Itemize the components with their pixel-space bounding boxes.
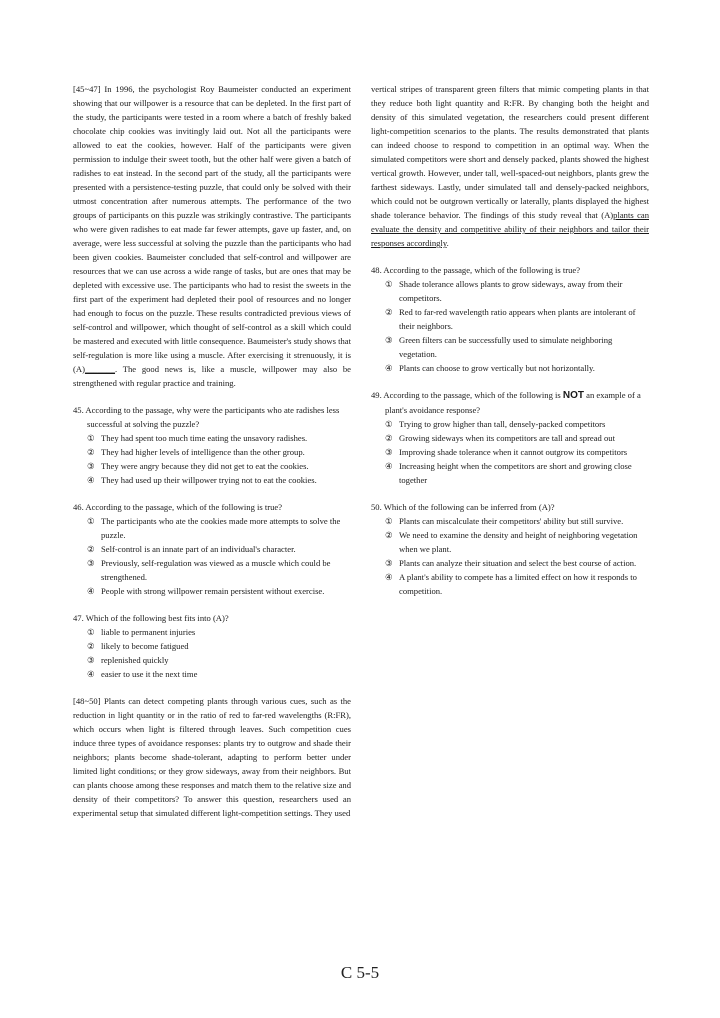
option-text: Plants can analyze their situation and select the best course of action. [399, 558, 637, 568]
question-46-option-4[interactable] [87, 584, 351, 598]
question-47-option-3[interactable] [87, 653, 351, 667]
passage-45-47-text: [45~47] In 1996, the psychologist Roy Baumeister conducted an experiment showing that our willpower is a resource that can be depleted. In the first part of the study, the participants were tested in a room where a batch of freshly baked chocolate chip cookies was invitingly laid out. Not all the participants were allowed to eat the cookies, however. Half of the participants were given permission to indulge their sweet tooth, but the other half were given a batch of radishes to eat instead. In the second part of the study, all the participants were presented with a persistence-testing puzzle, that could only be solved with their utmost concentration after numerous attempts. The performance of the two groups of participants on this puzzle was strikingly contrastive. The participants who were given radishes to eat made far fewer attempts, gave up faster, and, on average, were less successful at solving the puzzle than the participants who had been given cookies. Baumeister concluded that self-control and willpower are resources that we can use across a wide range of tasks, but are ones that may be depleted with excessive use. The participants who had to resist the sweets in the first part of the experiment had depleted their pool of resources and no longer had enough to focus on the puzzle. These results contradicted previous views of self-control and willpower, which thought of self-control as a skill which could be mastered and executed with little consequence. Baumeister's study shows that self-regulation is more like using a muscle. After exercising it strenuously, it is (A) [73, 84, 351, 374]
option-text: They had spent too much time eating the unsavory radishes. [101, 433, 308, 443]
option-text: Red to far-red wavelength ratio appears when plants are intolerant of their neighbors. [399, 307, 636, 331]
option-mark: ① [87, 516, 95, 526]
option-mark: ④ [385, 572, 393, 582]
option-text: Green filters can be successfully used to simulate neighboring vegetation. [399, 335, 613, 359]
passage-48-50: [48~50] Plants can detect competing plants through various cues, such as the reduction in light quantity or in the ratio of red to far-red wavelengths (R:FR), which occurs when light is filtered through leaves. Such competition cues induce three types of avoidance responses: plants try to outgrow and shade their neighbors; plants become shade-tolerant, adapting to perform better under limited light conditions; or they grow sideways, away from their neighbors. But can plants choose among these responses and match them to the relative size and density of their competitors? To answer this question, researchers used an experimental setup that simulated different light-competition settings. They used [73, 696, 352, 818]
option-mark: ② [385, 433, 393, 443]
option-text: Shade tolerance allows plants to grow sideways, away from their competitors. [399, 279, 623, 303]
option-mark: ② [385, 307, 393, 317]
question-45-option-2[interactable] [87, 445, 351, 459]
question-50 [371, 500, 649, 598]
question-48-stem: 48. According to the passage, which of the following is true? [371, 265, 581, 275]
option-mark: ③ [385, 335, 393, 345]
question-49-option-1[interactable] [385, 417, 649, 431]
option-mark: ① [385, 419, 393, 429]
question-47-option-4[interactable] [87, 667, 351, 681]
option-text: A plant's ability to compete has a limited effect on how it responds to competition. [399, 572, 637, 596]
option-text: They had used up their willpower trying not to eat the cookies. [101, 475, 317, 485]
option-text: liable to permanent injuries [101, 627, 196, 637]
passage-45-47-tail: . The good news is, like a muscle, willpower may also be strengthened with regular practice and training. [73, 364, 351, 388]
passage-continued-tail: . [446, 238, 449, 248]
right-column [371, 82, 649, 598]
option-mark: ④ [87, 586, 95, 596]
question-45-option-1[interactable] [87, 431, 351, 445]
option-mark: ③ [87, 558, 95, 568]
option-text: Plants can miscalculate their competitors' ability but still survive. [399, 516, 624, 526]
page-number: C 5-5 [340, 963, 380, 982]
option-text: The participants who ate the cookies made more attempts to solve the puzzle. [101, 516, 341, 540]
option-text: People with strong willpower remain persistent without exercise. [101, 586, 325, 596]
passage-48-50-continued [371, 82, 649, 250]
option-text: easier to use it the next time [101, 669, 198, 679]
option-mark: ② [385, 530, 393, 540]
passage-45-47 [73, 82, 351, 390]
question-46-option-2[interactable] [87, 542, 351, 556]
question-47-option-2[interactable] [87, 639, 351, 653]
passage-continued-text: vertical stripes of transparent green filters that mimic competing plants in that they reduce both light quantity and R:FR. By changing both the height and density of this simulated vegetation, the researchers could present different light-competition scenarios to the plants. The results demonstrated that plants can indeed choose to respond to competition in an optimal way. When the simulated competitors were short and densely packed, plants showed the highest vertical growth. However, under tall, well-spaced-out neighbors, plants grew the farthest sideways. Lastly, under simulated tall and densely-packed neighbors, which could not be outgrown vertically or laterally, plants displayed the highest shade tolerance behavior. The findings of this study reveal that (A) [371, 84, 649, 220]
question-46-option-1[interactable] [87, 514, 351, 542]
question-47-option-1[interactable] [87, 625, 351, 639]
option-text: They were angry because they did not get to eat the cookies. [101, 461, 309, 471]
option-text: They had higher levels of intelligence than the other group. [101, 447, 305, 457]
question-48-option-2[interactable] [385, 305, 649, 333]
option-text: We need to examine the density and height of neighboring vegetation when we plant. [399, 530, 638, 554]
question-50-option-3[interactable] [385, 556, 649, 570]
question-49-stem [371, 388, 649, 417]
stem-text: an example of a plant's avoidance response? [385, 390, 641, 415]
option-text: Previously, self-regulation was viewed as a muscle which could be strengthened. [101, 558, 331, 582]
option-text: Plants can choose to grow vertically but not horizontally. [399, 363, 595, 373]
option-text: likely to become fatigued [101, 641, 189, 651]
option-mark: ④ [385, 363, 393, 373]
question-47-stem: 47. Which of the following best fits into (A)? [73, 613, 229, 623]
option-text: Improving shade tolerance when it cannot outgrow its competitors [399, 447, 628, 457]
option-mark: ② [87, 447, 95, 457]
option-mark: ① [87, 433, 95, 443]
question-49 [371, 388, 649, 487]
question-45-option-4[interactable] [87, 473, 351, 487]
option-mark: ③ [87, 655, 95, 665]
option-mark: ④ [87, 475, 95, 485]
option-mark: ① [385, 516, 393, 526]
question-48-option-1[interactable] [385, 277, 649, 305]
underlined-a: plants can evaluate the density and competitive ability of their neighbors and tailor their responses accordingly [371, 210, 650, 248]
option-mark: ④ [87, 669, 95, 679]
left-column [73, 82, 351, 820]
option-mark: ③ [385, 447, 393, 457]
option-mark: ③ [385, 558, 393, 568]
question-48 [371, 263, 649, 375]
question-50-option-4[interactable] [385, 570, 649, 598]
option-text: Self-control is an innate part of an individual's character. [101, 544, 296, 554]
blank-a: _______ [84, 364, 116, 374]
question-47 [73, 611, 351, 681]
question-49-option-4[interactable] [385, 459, 649, 487]
question-48-option-3[interactable] [385, 333, 649, 361]
question-45-option-3[interactable] [87, 459, 351, 473]
question-49-option-2[interactable] [385, 431, 649, 445]
question-50-stem: 50. Which of the following can be inferred from (A)? [371, 502, 555, 512]
question-50-option-2[interactable] [385, 528, 649, 556]
option-text: Growing sideways when its competitors are tall and spread out [399, 433, 615, 443]
option-mark: ① [87, 627, 95, 637]
option-mark: ③ [87, 461, 95, 471]
option-mark: ② [87, 641, 95, 651]
option-text: replenished quickly [101, 655, 169, 665]
question-48-option-4[interactable] [385, 361, 649, 375]
option-text: Trying to grow higher than tall, densely-packed competitors [399, 419, 606, 429]
question-50-option-1[interactable] [385, 514, 649, 528]
option-mark: ① [385, 279, 393, 289]
question-46-stem: 46. According to the passage, which of the following is true? [73, 502, 283, 512]
option-mark: ② [87, 544, 95, 554]
option-text: Increasing height when the competitors are short and growing close together [399, 461, 632, 485]
question-45 [73, 403, 351, 487]
not-emphasis: NOT [562, 390, 584, 401]
question-45-stem: 45. According to the passage, why were the participants who ate radishes less successful at solving the puzzle? [73, 405, 340, 429]
option-mark: ④ [385, 461, 393, 471]
question-46 [73, 500, 351, 598]
stem-text: 49. According to the passage, which of the following is [371, 390, 563, 400]
question-49-option-3[interactable] [385, 445, 649, 459]
question-46-option-3[interactable] [87, 556, 351, 584]
